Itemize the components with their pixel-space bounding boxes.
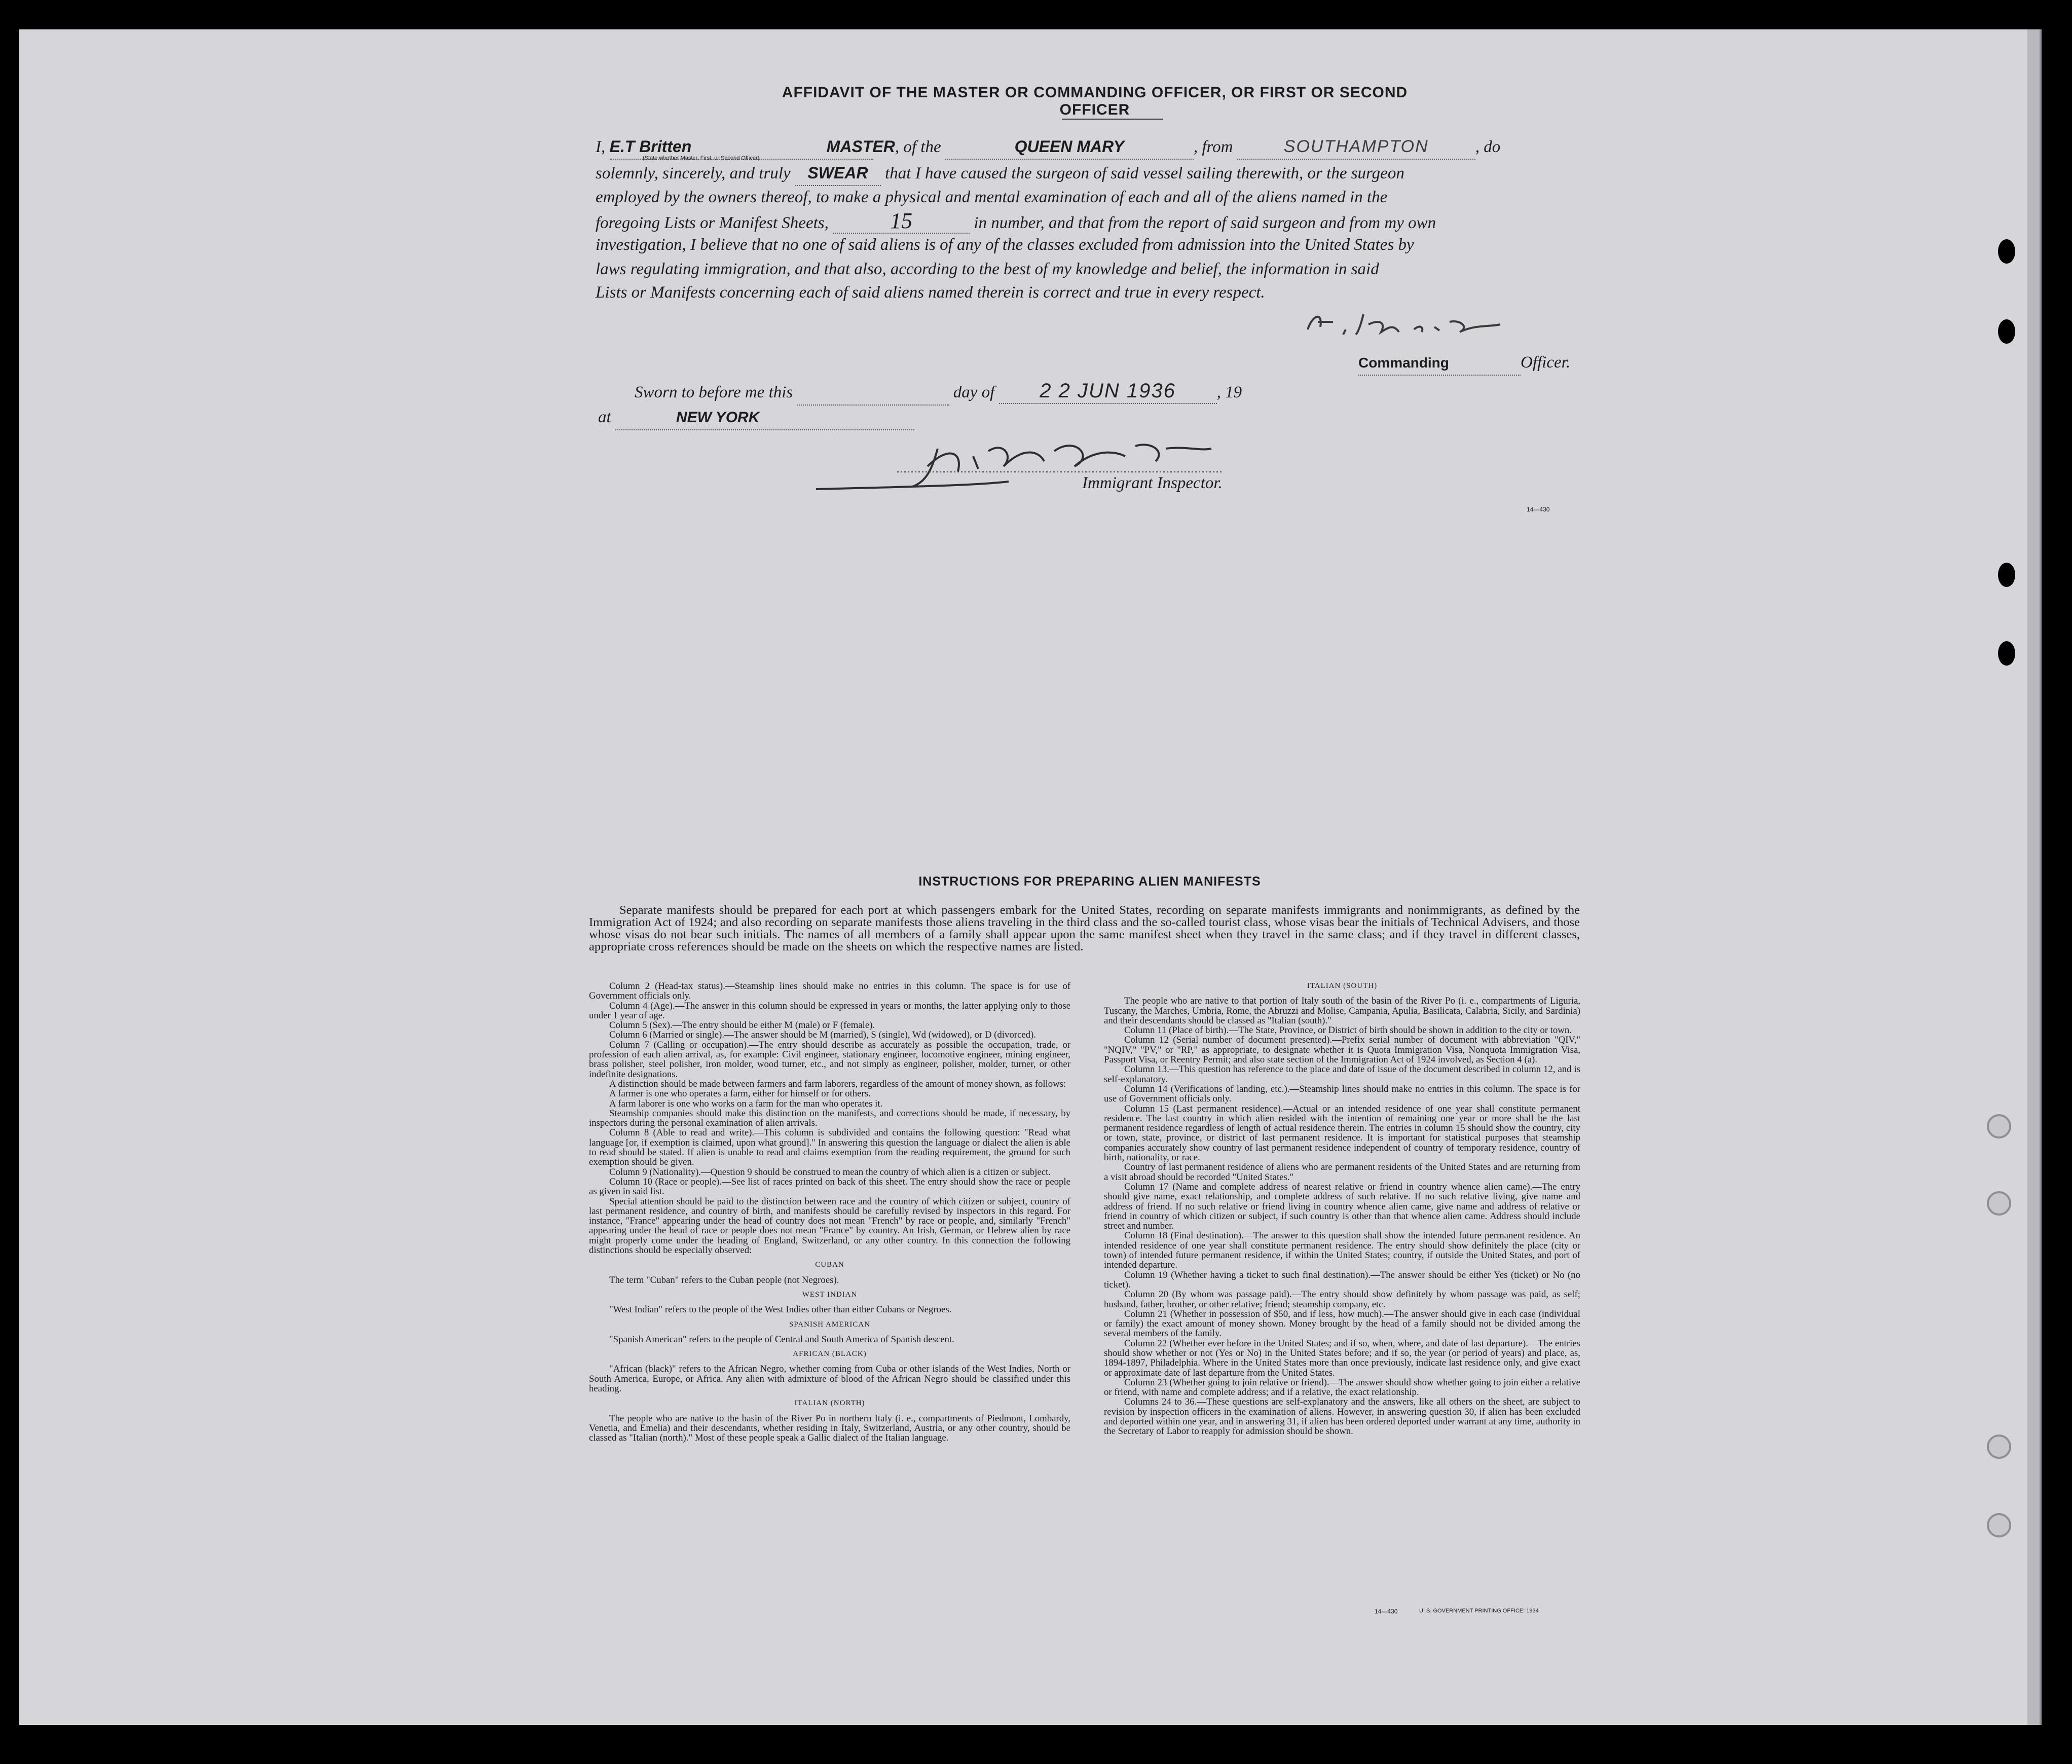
affidavit-line-3: employed by the owners thereof, to make a physical and mental examination of each and all of the aliens named in the [596, 188, 1388, 206]
affidavit-title: AFFIDAVIT OF THE MASTER OR COMMANDING OFFICER, OR FIRST OR SECOND OFFICER [782, 84, 1408, 118]
instruction-paragraph: Column 23 (Whether going to join relative or friend).—The answer should show whether going to join either a relative or friend, with name and complete address; and if a relative, the exact relationship. [1104, 1377, 1580, 1398]
departure-port: SOUTHAMPTON [1237, 135, 1475, 160]
footer-printer: U. S. GOVERNMENT PRINTING OFFICE: 1934 [1419, 1608, 1539, 1614]
oath-type: SWEAR [795, 161, 881, 186]
instruction-paragraph: Column 19 (Whether having a ticket to such final destination).—The answer should be either Yes (ticket) or No (no ticket). [1104, 1269, 1580, 1290]
section-heading: WEST INDIAN [802, 1290, 858, 1299]
punch-hole [1987, 1114, 2011, 1138]
do-text: , do [1475, 138, 1501, 156]
instruction-paragraph: Column 6 (Married or single).—The answer should be M (married), S (single), Wd (widowed), or D (divorced). [609, 1030, 1036, 1041]
instructions-right-column [1104, 981, 1580, 1437]
instruction-paragraph: A distinction should be made between farmers and farm laborers, regardless of the amount of money shown, as follows: [609, 1078, 1066, 1089]
year-prefix: , 19 [1216, 383, 1242, 401]
instruction-paragraph: A farmer is one who operates a farm, either for himself or for others. [609, 1088, 871, 1099]
instruction-paragraph: The people who are native to that portion of Italy south of the basin of the River Po (i. e., compartments of Liguria, Tuscany, the Marches, Umbria, Rome, the Abruzzi and Molise, Campania, Apulia, Basilicata, Calabria, Sicily, and Sardinia) and their descendants should be classed as "Italian (south)." [1104, 996, 1580, 1026]
title-rule [1062, 119, 1163, 120]
instruction-paragraph: Column 2 (Head-tax status).—Steamship lines should make no entries in this column. The space is for use of Government officials only. [589, 981, 1070, 1002]
inspector-label: Immigrant Inspector. [1082, 474, 1223, 492]
of-the-text: , of the [895, 138, 941, 156]
affidavit-text: solemnly, sincerely, and truly [596, 164, 791, 182]
officer-type: Commanding [1358, 351, 1521, 376]
affidavit-line-4 [596, 209, 1436, 235]
section-heading: SPANISH AMERICAN [789, 1320, 871, 1329]
i-word: I, [596, 138, 606, 156]
affidavit-line-7: Lists or Manifests concerning each of said aliens named therein is correct and true in every respect. [596, 283, 1265, 302]
instruction-paragraph: Column 21 (Whether in possession of $50, and if less, how much).—The answer should give in each case (individual or family) the exact amount of money shown. Money brought by the head of a family should not be divided among the several members of the family. [1104, 1308, 1580, 1339]
instruction-paragraph: Column 4 (Age).—The answer in this column should be expressed in years or months, the latter applying only to those under 1 year of age. [589, 1000, 1070, 1021]
instructions-left-column [589, 981, 1070, 1443]
instruction-paragraph: Column 7 (Calling or occupation).—The entry should describe as accurately as possible the occupation, trade, or profession of each alien arrival, as, for example: Civil engineer, stationary engineer, locomotive engineer, mining engineer, brass polisher, steel polisher, iron molder, wood turner, etc., and not simply as engineer, polisher, molder, turner, or other indefinite designations. [589, 1039, 1070, 1080]
instruction-paragraph: Special attention should be paid to the distinction between race and the country of which citizen or subject, country of last permanent residence, and country of birth, and manifests should be carefully revised by inspectors in this regard. For instance, "France" appearing under the head of country does not mean "French" by race or people, and, similarly "French" appearing under the head of race or people does not mean "France" by country. An Irish, German, or Hebrew alien by race might properly come under the heading of England, Switzerland, or any other country. In this connection the following distinctions should be especially observed: [589, 1196, 1070, 1256]
instruction-paragraph: "Spanish American" refers to the people of Central and South America of Spanish descent. [609, 1334, 954, 1345]
instruction-paragraph: "West Indian" refers to the people of the West Indies other than either Cubans or Negroes. [609, 1304, 952, 1315]
instruction-paragraph: Column 18 (Final destination).—The answer to this question shall show the intended future permanent residence. An intended residence of one year shall constitute permanent residence. The entry should show definitely the place (city or town) of intended future permanent residence, if within the United States; country, if outside the United States, and port of intended departure. [1104, 1230, 1580, 1271]
punch-hole [1987, 1191, 2011, 1216]
punch-hole [1998, 239, 2015, 264]
day-of-text: day of [953, 383, 995, 401]
punch-hole [1998, 319, 2015, 344]
instructions-intro: Separate manifests should be prepared for each port at which passengers embark for the United States, recording on separate manifests immigrants and nonimmigrants, as defined by the Immigration Act of 1924; and also recording on separate manifests those aliens traveling in the third class and the so-called tourist class, whose visas bear the initials of Technical Advisers, and those whose visas do not bear such initials. The names of all members of a family shall appear upon the same manifest sheet when they travel in the same class; and if they travel in different classes, appropriate cross references should be made on the sheets on which the respective names are listed. [589, 903, 1580, 953]
punch-hole [1987, 1513, 2011, 1537]
left-paragraphs [589, 981, 1070, 1255]
affidavit-line-5: investigation, I believe that no one of said aliens is of any of the classes excluded from admission into the United States by [596, 236, 1414, 254]
officer-name: E.T Britten [610, 135, 873, 160]
instruction-paragraph: The people who are native to the basin of the River Po in northern Italy (i. e., compartments of Piedmont, Lombardy, Venetia, and Emelia) and their descendants, whether residing in Italy, Switzerland, Austria, or any other country, should be classed as "Italian (north)." Most of these people speak a Gallic dialect of the Italian language. [589, 1413, 1070, 1444]
instruction-paragraph: Column 22 (Whether ever before in the United States; and if so, when, where, and date of last departure).—The entries should show whether or not (Yes or No) in the United States before; and if so, the year (or period of years) and place, as, 1894-1897, Philadelphia. Where in the United States more than once previously, indicate last residence only, and give exact or approximate date of last departure from the United States. [1104, 1338, 1580, 1378]
affidavit-line-2 [596, 161, 1609, 186]
section-heading: ITALIAN (NORTH) [794, 1399, 865, 1408]
instruction-paragraph: "African (black)" refers to the African Negro, whether coming from Cuba or other islands of the West Indies, North or South America, Europe, or Africa. Any alien with admixture of blood of the African Negro should be classified under this heading. [589, 1364, 1070, 1394]
affidavit-text: foregoing Lists or Manifest Sheets, [596, 214, 829, 232]
instruction-paragraph: Column 9 (Nationality).—Question 9 should be construed to mean the country of which alien is a citizen or subject. [609, 1166, 1051, 1178]
instruction-paragraph: Column 11 (Place of birth).—The State, Province, or District of birth should be shown in addition to the city or town. [1124, 1025, 1572, 1036]
affidavit-text: that I have caused the surgeon of said vessel sailing therewith, or the surgeon [885, 164, 1404, 182]
date-stamp: 2 2 JUN 1936 [999, 379, 1217, 404]
officer-signature [1298, 299, 1561, 345]
sheet-count: 15 [833, 209, 970, 234]
at-text: at [598, 408, 611, 426]
punch-hole [1998, 641, 2015, 666]
instruction-paragraph: Column 8 (Able to read and write).—This column is subdivided and contains the following question: "Read what language [or, if exemption is claimed, upon what ground]." In answering this question the language or dialect the alien is able to read should be stated. If alien is unable to read and claims exemption from the reading requirement, the ground for such exemption should be given. [589, 1127, 1070, 1168]
instruction-paragraph: Column 15 (Last permanent residence).—Actual or an intended residence of one year shall constitute permanent residence. The last country in which alien resided with the intention of remaining one year or more shall be the last permanent residence regardless of length of actual residence therein. The entries in column 15 should show the country, city or town, state, province, or district of last permanent residence. It is important for statistical purposes that steamship companies accurately show country of last permanent residence independent of country of temporary residence, country of birth, nationality, or race. [1104, 1103, 1580, 1163]
officer-suffix: Officer. [1521, 353, 1571, 372]
instruction-paragraph: The term "Cuban" refers to the Cuban people (not Negroes). [609, 1274, 839, 1285]
punch-hole [1998, 563, 2015, 587]
instruction-paragraph: A farm laborer is one who works on a farm for the man who operates it. [609, 1098, 883, 1109]
instruction-paragraph: Steamship companies should make this distinction on the manifests, and corrections should be made, if necessary, by inspectors during the personal examination of alien arrivals. [589, 1108, 1070, 1129]
instruction-paragraph: Column 14 (Verifications of landing, etc.).—Steamship lines should make no entries in this column. The space is for use of Government officials only. [1104, 1083, 1580, 1105]
rank-note: (State whether Master, First, or Second Officer) [643, 155, 760, 161]
section-heading: AFRICAN (BLACK) [793, 1350, 867, 1358]
instruction-paragraph: Column 5 (Sex).—The entry should be either M (male) or F (female). [609, 1020, 875, 1031]
section-heading: CUBAN [815, 1261, 844, 1269]
form-number: 14—430 [1527, 506, 1550, 513]
section-heading: ITALIAN (SOUTH) [1307, 982, 1378, 990]
instruction-paragraph: Column 13.—This question has reference to the place and date of issue of the document described in column 12, and is self-explanatory. [1104, 1064, 1580, 1085]
from-text: , from [1193, 138, 1233, 156]
page-edge [2027, 29, 2040, 1725]
sworn-text: Sworn to before me this [635, 383, 793, 401]
day-blank [797, 381, 949, 406]
instructions-title: INSTRUCTIONS FOR PREPARING ALIEN MANIFESTS [918, 874, 1261, 889]
officer-title-line [1358, 351, 1570, 376]
footer-form-number: 14—430 [1375, 1608, 1398, 1615]
punch-hole [1987, 1435, 2011, 1459]
instruction-paragraph: Column 20 (By whom was passage paid).—The entry should show definitely by whom passage was paid, as self; husband, father, brother, or other relative; friend; steamship company, etc. [1104, 1289, 1580, 1310]
instruction-paragraph: Column 10 (Race or people).—See list of races printed on back of this sheet. The entry should show the race or people as given in said list. [589, 1176, 1070, 1197]
officer-rank: MASTER [826, 137, 895, 156]
instruction-paragraph: Columns 24 to 36.—These questions are self-explanatory and the answers, like all others on the sheet, are subject to revision by inspection officers in the examination of aliens. However, in answering question 30, if alien has been excluded and deported within one year, and in answering 31, if alien has been ordered deported under warrant at any time, authority in the Secretary of Labor to reapply for admission should be shown. [1104, 1396, 1580, 1437]
sworn-place: NEW YORK [615, 406, 914, 430]
sworn-line [635, 379, 1242, 406]
instruction-paragraph: Column 12 (Serial number of document presented).—Prefix serial number of document with abbreviation "QIV," "NQIV," "PV," or "RP," as appropriate, to designate whether it is Quota Immigration Visa, Nonquota Immigration Visa, Passport Visa, or Reentry Permit; and also state section of the Immigration Act of 1924 involved, as Section 4 (a). [1104, 1035, 1580, 1065]
instruction-paragraph: Column 17 (Name and complete address of nearest relative or friend in country whence alien came).—The entry should give name, exact relationship, and complete address of such relative. If no such relative living, give name and address of friend. If no such relative or friend living in country whence alien came, give name and address of relative or friend in country of which citizen or subject, if such country is other than that whence alien came. Address should include street and number. [1104, 1181, 1580, 1232]
vessel-name: QUEEN MARY [945, 135, 1194, 160]
affidavit-line-6: laws regulating immigration, and that also, according to the best of my knowledge and belief, the information in said [596, 260, 1379, 278]
affidavit-text: in number, and that from the report of said surgeon and from my own [974, 214, 1436, 232]
instruction-paragraph: Country of last permanent residence of aliens who are permanent residents of the United States and are returning from a visit abroad should be recorded "United States." [1104, 1162, 1580, 1183]
